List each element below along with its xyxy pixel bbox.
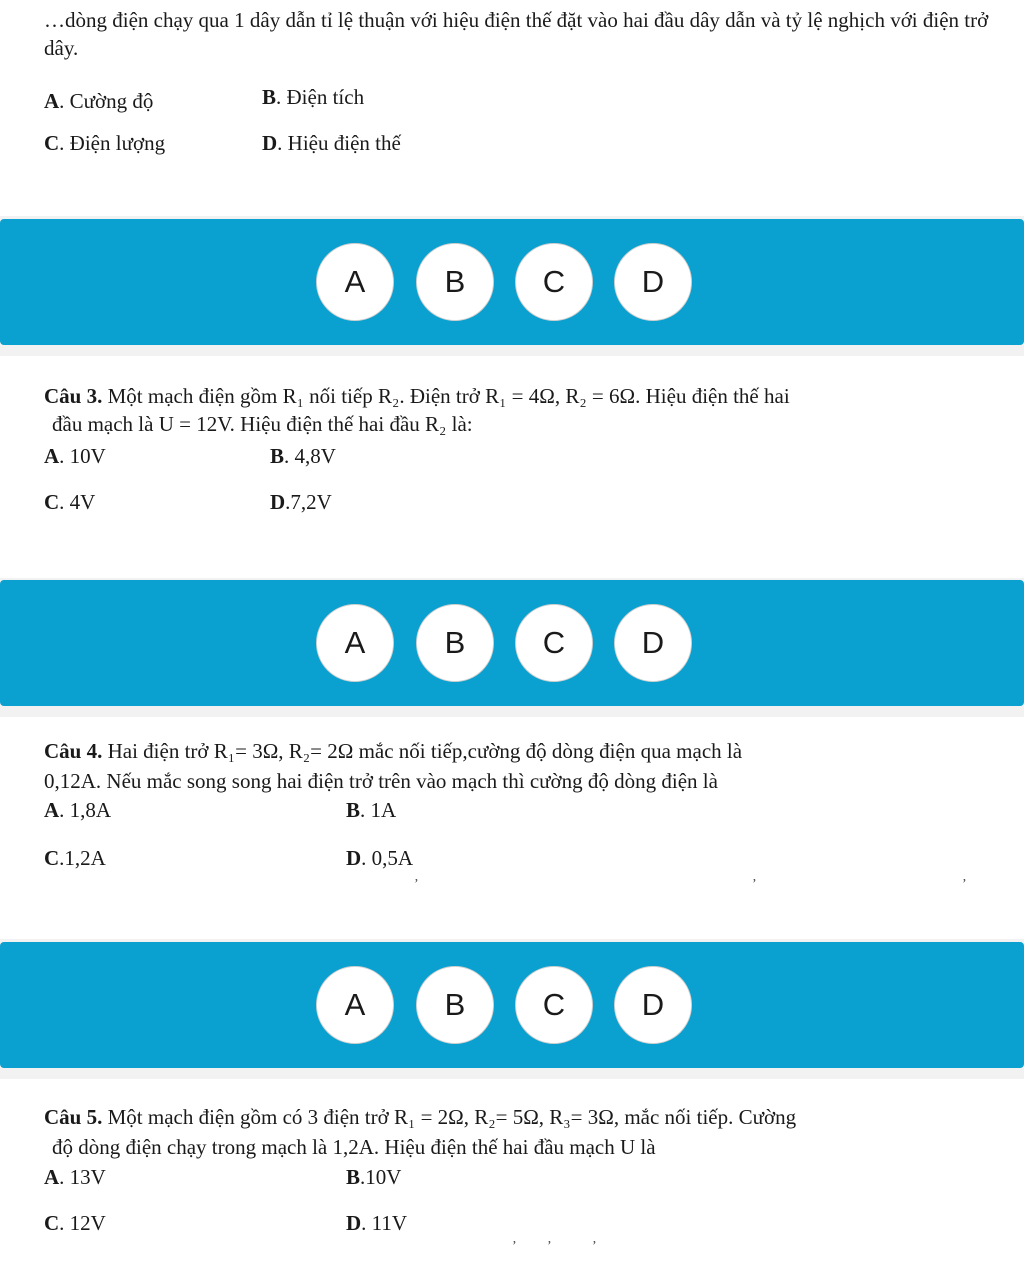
option-d: D.7,2V bbox=[270, 490, 332, 514]
stray-mark: ʼ bbox=[512, 1239, 517, 1254]
question-card-4 bbox=[0, 717, 1024, 939]
option-b: B. 4,8V bbox=[270, 444, 336, 468]
answer-a-button[interactable]: A bbox=[316, 243, 394, 321]
option-a: A. 13V bbox=[44, 1165, 106, 1189]
question-text-line2: độ dòng điện chạy trong mạch là 1,2A. Hiệu điện thế hai đầu mạch U là bbox=[52, 1135, 656, 1159]
answer-b-button[interactable]: B bbox=[416, 604, 494, 682]
option-c: C.1,2A bbox=[44, 846, 106, 870]
answer-d-button[interactable]: D bbox=[614, 604, 692, 682]
question-card-3 bbox=[0, 356, 1024, 578]
stray-mark: ʼ bbox=[547, 1239, 552, 1254]
option-b: B. 1A bbox=[346, 798, 397, 822]
question-label: Câu 3. bbox=[44, 384, 103, 408]
question-text-line2: 0,12A. Nếu mắc song song hai điện trở trên vào mạch thì cường độ dòng điện là bbox=[44, 769, 718, 793]
option-a: A. Cường độ bbox=[44, 89, 154, 113]
question-text: Câu 5. Một mạch điện gồm có 3 điện trở R₁ = 2Ω, R₂= 5Ω, R₃= 3Ω, mắc nối tiếp. Cường bbox=[44, 1105, 797, 1129]
question-card-5 bbox=[0, 1079, 1024, 1278]
option-d: D. 11V bbox=[346, 1211, 408, 1235]
option-d: D. Hiệu điện thế bbox=[262, 131, 401, 155]
question-text: Câu 3. Một mạch điện gồm R₁ nối tiếp R₂. Điện trở R₁ = 4Ω, R₂ = 6Ω. Hiệu điện thế hai bbox=[44, 384, 790, 408]
answer-a-button[interactable]: A bbox=[316, 604, 394, 682]
answer-c-button[interactable]: C bbox=[515, 604, 593, 682]
option-a: A. 1,8A bbox=[44, 798, 112, 822]
question-label: Câu 5. bbox=[44, 1105, 103, 1129]
stray-mark: ʼ bbox=[592, 1239, 597, 1254]
option-b: B.10V bbox=[346, 1165, 402, 1189]
answer-b-button[interactable]: B bbox=[416, 966, 494, 1044]
option-c: C. Điện lượng bbox=[44, 131, 166, 155]
stray-mark: ʼ bbox=[962, 877, 967, 892]
option-c: C. 4V bbox=[44, 490, 96, 514]
answer-bar-q3 bbox=[0, 580, 1024, 706]
answer-b-button[interactable]: B bbox=[416, 243, 494, 321]
question-text-line2: đầu mạch là U = 12V. Hiệu điện thế hai đầu R₂ là: bbox=[52, 412, 473, 436]
answer-bar-q2 bbox=[0, 219, 1024, 345]
option-a: A. 10V bbox=[44, 444, 106, 468]
answer-c-button[interactable]: C bbox=[515, 243, 593, 321]
answer-d-button[interactable]: D bbox=[614, 243, 692, 321]
question-text: Câu 4. Hai điện trở R₁= 3Ω, R₂= 2Ω mắc nối tiếp,cường độ dòng điện qua mạch là bbox=[44, 739, 743, 763]
question-text: …dòng điện chạy qua 1 dây dẫn tỉ lệ thuận với hiệu điện thế đặt vào hai đầu dây dẫn và tỷ lệ nghịch với điện trở dây. bbox=[44, 8, 989, 60]
option-b: B. Điện tích bbox=[262, 85, 365, 109]
question-label: Câu 4. bbox=[44, 739, 103, 763]
answer-c-button[interactable]: C bbox=[515, 966, 593, 1044]
question-card-2 bbox=[0, 0, 1024, 216]
stray-mark: ʼ bbox=[752, 877, 757, 892]
answer-a-button[interactable]: A bbox=[316, 966, 394, 1044]
option-c: C. 12V bbox=[44, 1211, 106, 1235]
stray-mark: ʼ bbox=[414, 877, 419, 892]
answer-bar-q4 bbox=[0, 942, 1024, 1068]
answer-d-button[interactable]: D bbox=[614, 966, 692, 1044]
option-d: D. 0,5A bbox=[346, 846, 414, 870]
